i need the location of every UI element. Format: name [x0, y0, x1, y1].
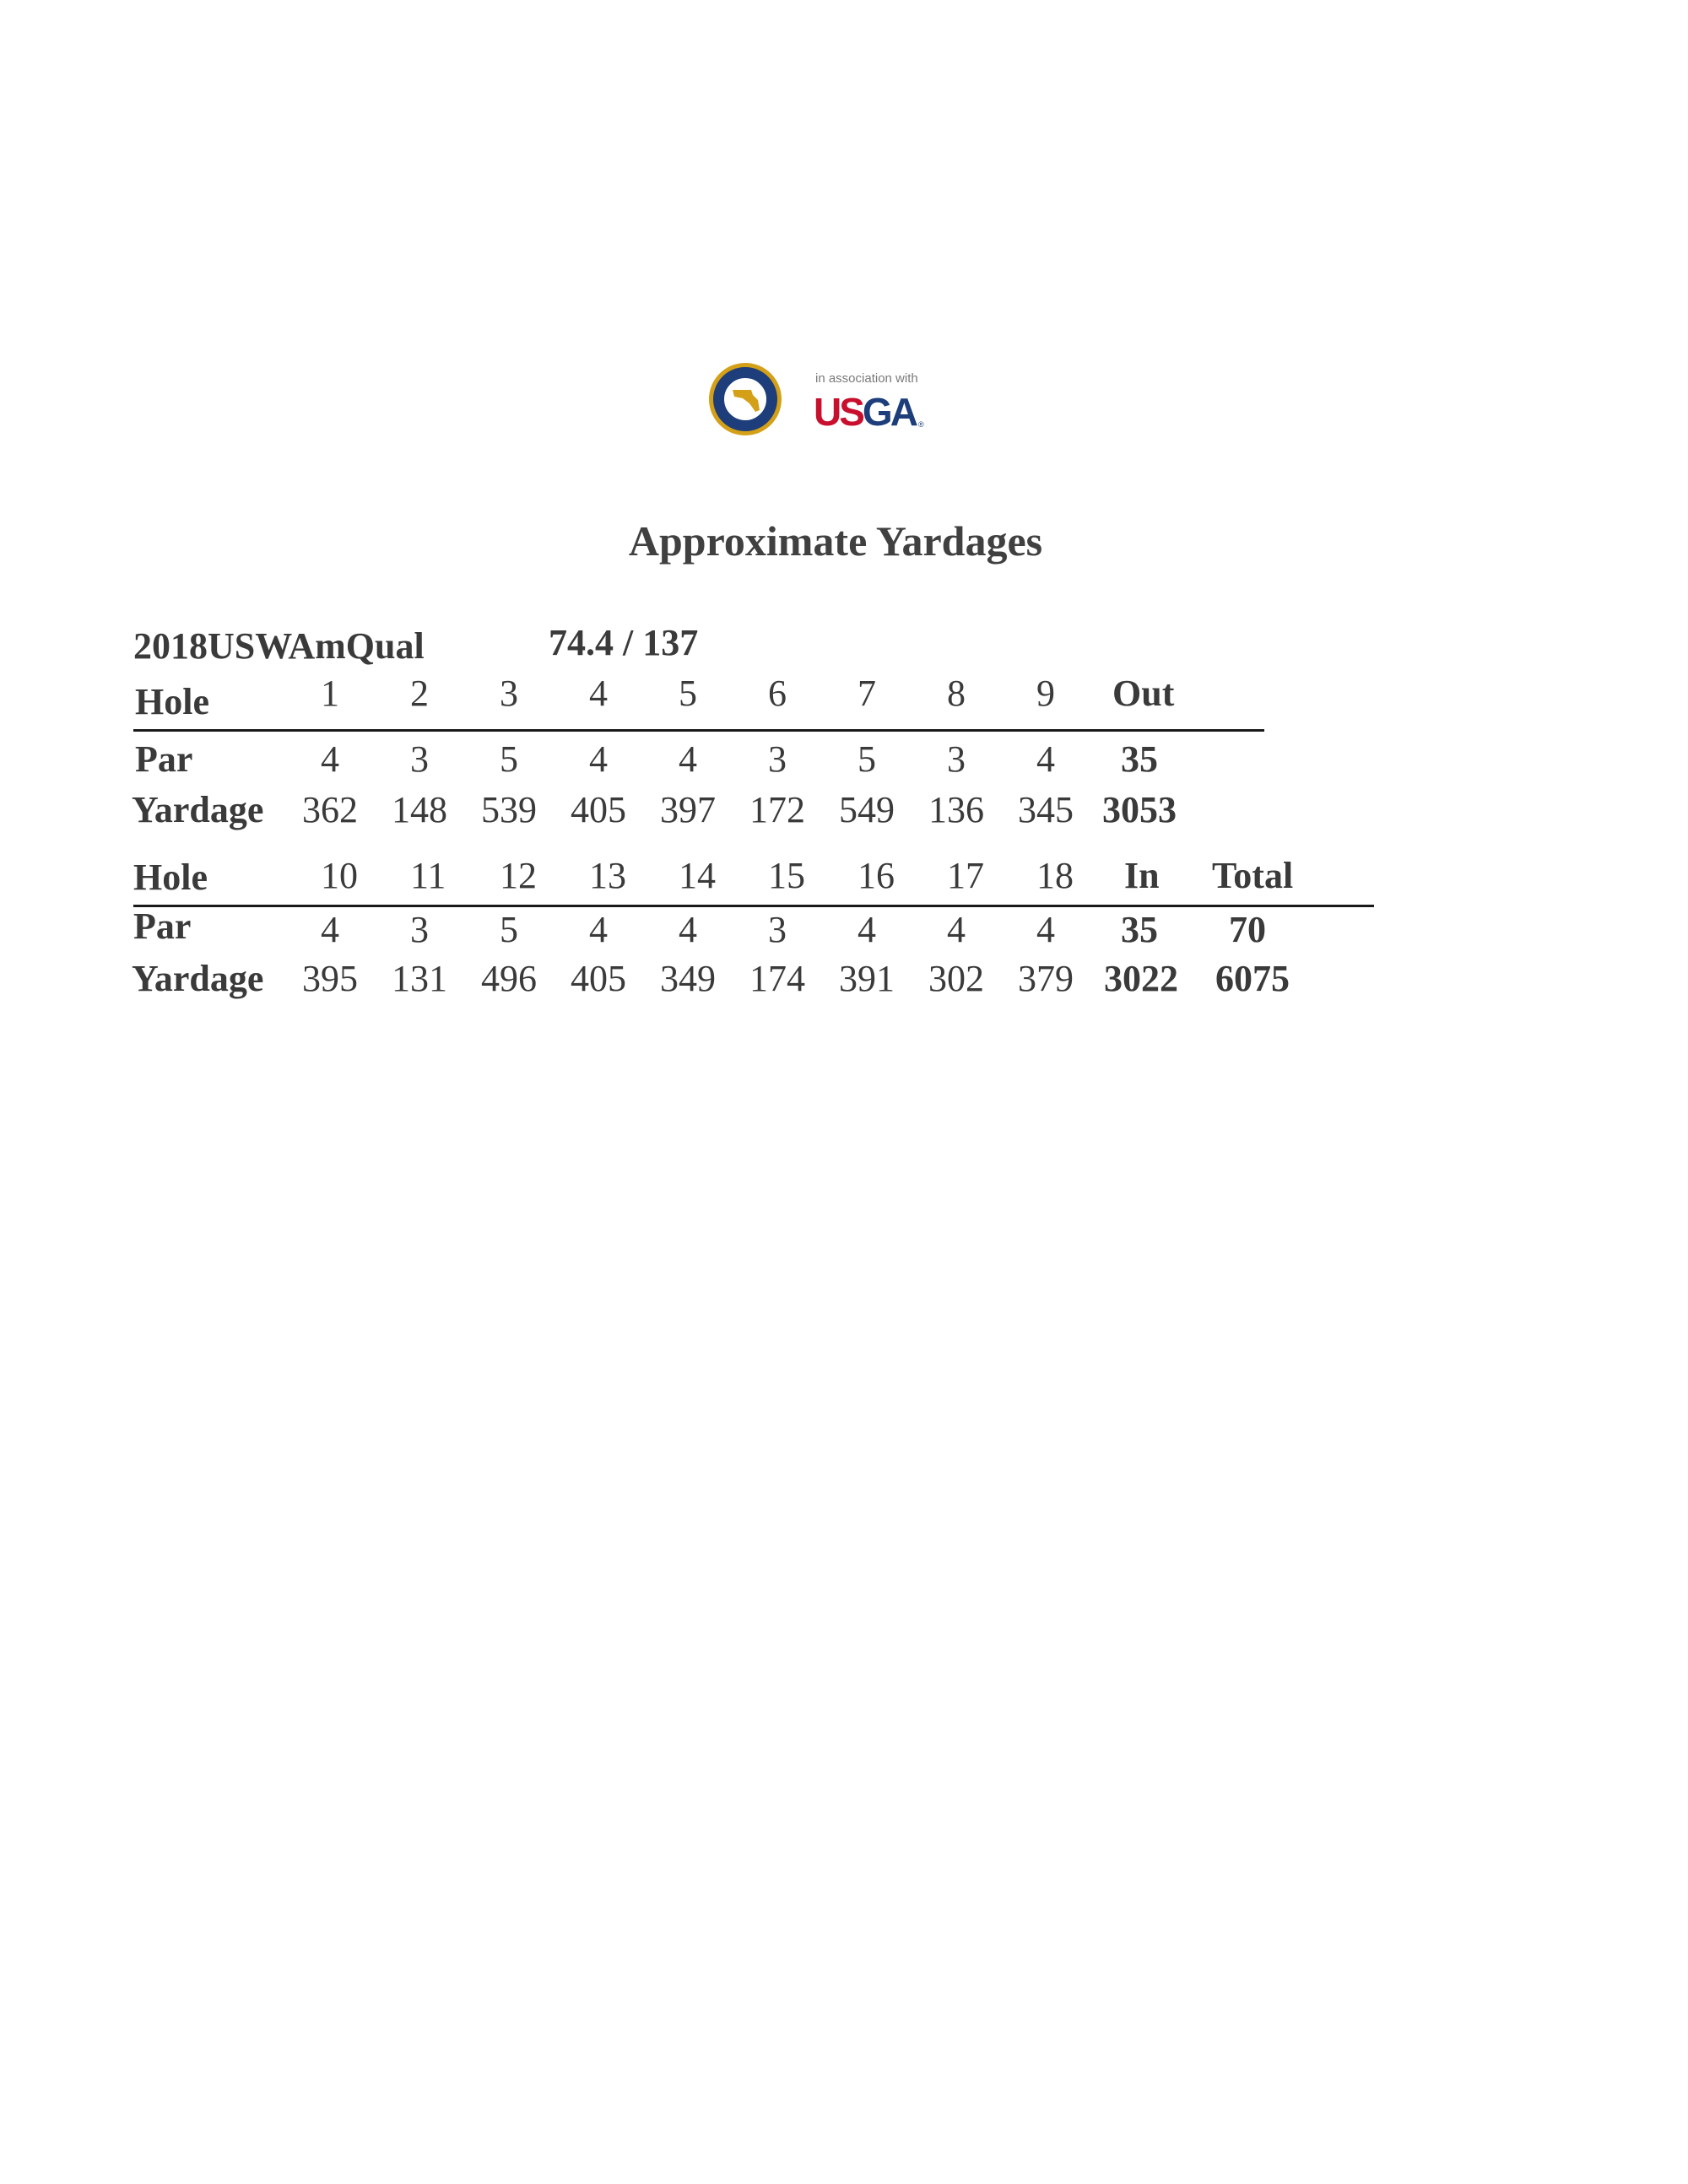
front-hole-number: 3 — [500, 673, 518, 714]
back-par-in: 35 — [1121, 909, 1158, 950]
back-yardage-value: 174 — [749, 958, 805, 999]
back-par-value: 3 — [410, 909, 429, 950]
front-yardage-value: 345 — [1018, 789, 1074, 830]
back-par-label: Par — [133, 905, 192, 947]
front-yardage-value: 397 — [660, 789, 716, 830]
front-hole-number: 5 — [679, 673, 697, 714]
front-yardage-value: 549 — [839, 789, 895, 830]
back-in-label: In — [1124, 855, 1160, 896]
front-par-value: 4 — [679, 738, 697, 780]
back-total-label: Total — [1212, 855, 1294, 896]
back-hole-number: 11 — [410, 855, 446, 896]
back-par-value: 4 — [589, 909, 608, 950]
front-hole-number: 1 — [321, 673, 339, 714]
logo-area — [707, 354, 927, 439]
front-par-value: 5 — [858, 738, 876, 780]
course-name: 2018USWAmQual — [133, 625, 425, 667]
back-yardage-value: 496 — [481, 958, 537, 999]
course-rating-slope: 74.4 / 137 — [549, 622, 699, 663]
back-hole-number: 13 — [589, 855, 626, 896]
back-hole-label: Hole — [133, 857, 208, 898]
front-hole-number: 2 — [410, 673, 429, 714]
front-yardage-total: 3053 — [1102, 789, 1177, 830]
back-yardage-value: 349 — [660, 958, 716, 999]
back-par-total: 70 — [1229, 909, 1266, 950]
back-yardage-value: 391 — [839, 958, 895, 999]
front-hole-number: 8 — [947, 673, 966, 714]
front-yardage-value: 405 — [571, 789, 626, 830]
front-yardage-value: 362 — [302, 789, 358, 830]
back-yardage-value: 302 — [928, 958, 984, 999]
back-hole-number: 16 — [858, 855, 895, 896]
back-par-value: 3 — [768, 909, 787, 950]
back-yardage-label: Yardage — [132, 958, 264, 999]
front-par-total: 35 — [1121, 738, 1158, 780]
front-par-value: 3 — [410, 738, 429, 780]
svg-text:®: ® — [918, 420, 924, 429]
back-hole-number: 18 — [1036, 855, 1074, 896]
back-par-value: 4 — [858, 909, 876, 950]
front-yardage-value: 136 — [928, 789, 984, 830]
front-hole-number: 4 — [589, 673, 608, 714]
front-par-value: 4 — [1036, 738, 1055, 780]
front-out-label: Out — [1112, 673, 1175, 714]
back-hole-number: 12 — [500, 855, 537, 896]
back-header-divider — [133, 905, 1374, 907]
usga-logo — [814, 388, 927, 432]
svg-text:USGA: USGA — [814, 390, 916, 432]
back-yardage-in: 3022 — [1104, 958, 1178, 999]
front-yardage-value: 148 — [392, 789, 447, 830]
front-hole-number: 6 — [768, 673, 787, 714]
back-yardage-value: 131 — [392, 958, 447, 999]
back-yardage-value: 405 — [571, 958, 626, 999]
front-par-value: 4 — [589, 738, 608, 780]
front-hole-number: 7 — [858, 673, 876, 714]
association-text: in association with — [815, 371, 918, 386]
fsga-seal-icon — [707, 361, 783, 437]
back-par-value: 4 — [679, 909, 697, 950]
back-par-value: 4 — [321, 909, 339, 950]
front-yardage-value: 172 — [749, 789, 805, 830]
front-par-value: 3 — [768, 738, 787, 780]
back-hole-number: 15 — [768, 855, 805, 896]
back-hole-number: 17 — [947, 855, 984, 896]
front-par-label: Par — [135, 738, 193, 780]
front-par-value: 3 — [947, 738, 966, 780]
front-yardage-value: 539 — [481, 789, 537, 830]
front-hole-number: 9 — [1036, 673, 1055, 714]
back-par-value: 4 — [1036, 909, 1055, 950]
front-par-value: 4 — [321, 738, 339, 780]
back-yardage-value: 395 — [302, 958, 358, 999]
back-yardage-total: 6075 — [1215, 958, 1290, 999]
back-par-value: 4 — [947, 909, 966, 950]
back-hole-number: 10 — [321, 855, 358, 896]
back-yardage-value: 379 — [1018, 958, 1074, 999]
front-yardage-label: Yardage — [132, 789, 264, 830]
front-header-divider — [133, 729, 1264, 732]
page-title: Approximate Yardages — [628, 517, 1043, 565]
front-par-value: 5 — [500, 738, 518, 780]
back-par-value: 5 — [500, 909, 518, 950]
back-hole-number: 14 — [679, 855, 716, 896]
front-hole-label: Hole — [135, 681, 209, 722]
